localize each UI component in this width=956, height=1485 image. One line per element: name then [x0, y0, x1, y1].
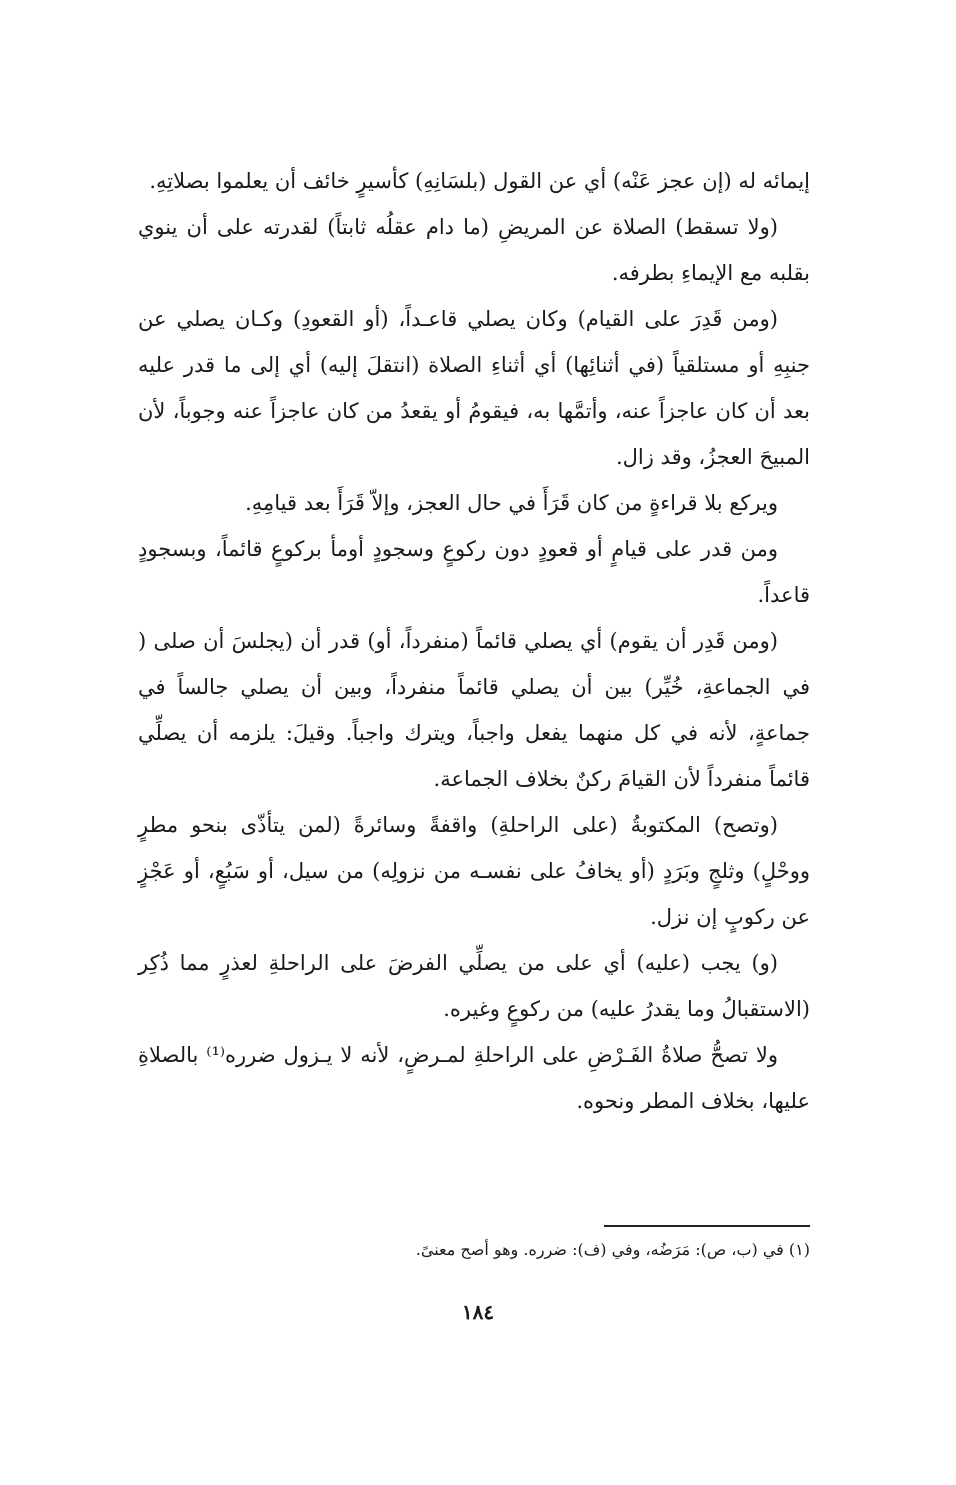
paragraph-6: (ومن قَدِر أن يقوم) أي يصلي قائماً (منفرداً، أو) قدر أن (يجلسَ أن صلى ( في الجماعةِ، خُيِّر) بين أن يصلي قائماً منفرداً، وبين أن يصلي جالساً في جماعةٍ، لأنه في كل منهما يفعل واجباً، ويترك واجباً. وقيلَ: يلزمه أن يصلِّي قائماً منفرداً لأن القيامَ ركنٌ بخلاف الجماعة. [138, 629, 810, 791]
paragraph-5: ومن قدر على قيامٍ أو قعودٍ دون ركوعٍ وسجودٍ أومأ بركوعٍ قائماً، وبسجودٍ قاعداً. [138, 537, 810, 607]
paragraph-1: إيمائه له (إن عجز عَنْه) أي عن القول (بلسَانِهِ) كأسيرٍ خائف أن يعلموا بصلاتِهِ. [149, 169, 810, 193]
page-number: ١٨٤ [461, 1300, 495, 1324]
paragraph-3: (ومن قَدِرَ على القيام) وكان يصلي قاعـداً، (أو القعودِ) وكـان يصلي عن جنبِهِ أو مستلقياً (في أثنائِها) أي أثناءِ الصلاة (انتقلَ إليه) أي إلى ما قدر عليه بعد أن كان عاجزاً عنه، وأتمَّها به، فيقومُ أو يقعدُ من كان عاجزاً عنه وجوباً، لأن المبيحَ العجزُ، وقد زال. [138, 307, 810, 469]
paragraph-4: ويركع بلا قراءةٍ من كان قَرَأَ في حال العجز، وإلاّ قَرَأَ بعد قيامِهِ. [245, 491, 778, 515]
main-text [138, 158, 810, 1124]
paragraph-8: (و) يجب (عليه) أي على من يصلِّي الفرضَ على الراحلةِ لعذرٍ مما ذُكِر (الاستقبالُ وما يقدرُ عليه) من ركوعٍ وغيره. [138, 951, 810, 1021]
paragraph-7: (وتصح) المكتوبةُ (على الراحلةِ) واقفةً وسائرةً (لمن يتأذّى بنحو مطرٍ ووحْلٍ) وثلجٍ وبَرَدٍ (أو يخافُ على نفسـه من نزولِه) من سيل، أو سَبُعٍ، أو عَجْزٍ عن ركوبٍ إن نزل. [138, 813, 810, 929]
footnote: (١) في (ب، ص): مَرَضُه، وفي (ف): ضرره. وهو أصح معنىً. [415, 1240, 810, 1259]
paragraph-2: (ولا تسقط) الصلاة عن المريضِ (ما دام عقلُه ثابتاً) لقدرته على أن ينوي بقلبه مع الإيماءِ بطرفه. [138, 215, 810, 285]
footnote-divider [604, 1225, 810, 1227]
paragraph-9: ولا تصحُّ صلاةُ الفَـرْضِ على الراحلةِ لمـرضٍ، لأنه لا يـزول ضرره⁽¹⁾ بالصلاةِ عليها، بخلاف المطر ونحوه. [138, 1043, 810, 1113]
